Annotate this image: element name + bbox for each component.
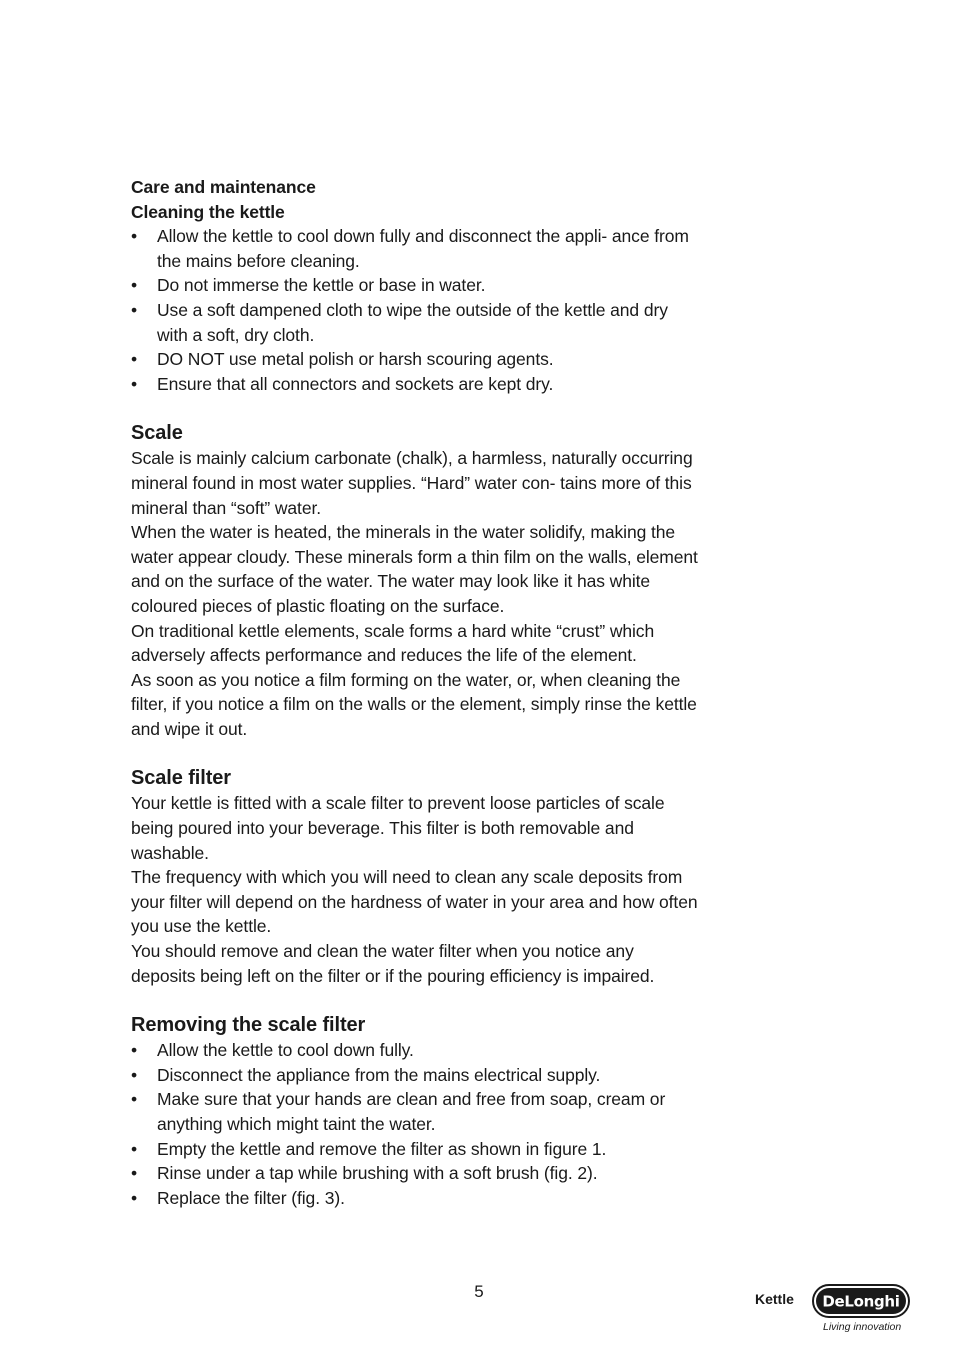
paragraph: You should remove and clean the water filter when you notice any deposits being left on the filter or if the pouring efficiency is impaired. xyxy=(131,941,655,986)
list-item: • Allow the kettle to cool down fully and disconnect the appli- ance from the mains before cleaning. xyxy=(131,224,701,273)
heading-scale: Scale xyxy=(131,422,183,445)
list-item: • DO NOT use metal polish or harsh scouring agents. xyxy=(131,347,701,372)
paragraph: On traditional kettle elements, scale forms a hard white “crust” which adversely affects performance and reduces the life of the element. xyxy=(131,620,655,666)
list-item: • Rinse under a tap while brushing with a soft brush (fig. 2). xyxy=(131,1161,701,1186)
delonghi-logo xyxy=(812,1284,910,1318)
heading-scale-filter: Scale filter xyxy=(131,767,231,790)
paragraph: Your kettle is fitted with a scale filter to prevent loose particles of scale being poured into your beverage. This filter is both removable and washable. xyxy=(131,793,665,863)
list-item: • Make sure that your hands are clean and free from soap, cream or anything which might taint the water. xyxy=(131,1087,701,1136)
paragraph: When the water is heated, the minerals in the water solidify, making the water appear cloudy. These minerals form a thin film on the walls, element and on the surface of the water. The water may look like it has white coloured pieces of plastic floating on the surface. xyxy=(131,522,698,616)
paragraph: Scale is mainly calcium carbonate (chalk), a harmless, naturally occurring mineral found in most water supplies. “Hard” water con- tains more of this mineral than “soft” water. xyxy=(131,448,693,518)
list-item: • Allow the kettle to cool down fully. xyxy=(131,1038,701,1063)
tagline: Living innovation xyxy=(823,1321,902,1333)
heading-cleaning-the-kettle: Cleaning the kettle xyxy=(131,201,285,222)
heading-removing-scale-filter: Removing the scale filter xyxy=(131,1014,366,1037)
list-item: • Empty the kettle and remove the filter as shown in figure 1. xyxy=(131,1137,701,1162)
list-item: • Do not immerse the kettle or base in water. xyxy=(131,273,701,298)
paragraph: As soon as you notice a film forming on the water, or, when cleaning the filter, if you notice a film on the walls or the element, simply rinse the kettle and wipe it out. xyxy=(131,669,697,739)
list-item: • Replace the filter (fig. 3). xyxy=(131,1186,701,1211)
list-item: • Disconnect the appliance from the mains electrical supply. xyxy=(131,1063,701,1088)
footer-product-label: Kettle xyxy=(755,1291,794,1307)
page-content xyxy=(131,175,701,1210)
logo-text: DeLonghi xyxy=(822,1292,900,1311)
heading-care-and-maintenance: Care and maintenance xyxy=(131,177,316,197)
list-item: • Ensure that all connectors and sockets are kept dry. xyxy=(131,372,701,397)
cleaning-list xyxy=(131,224,701,396)
page-number: 5 xyxy=(474,1282,484,1301)
paragraph: The frequency with which you will need to clean any scale deposits from your filter will depend on the hardness of water in your area and how often you use the kettle. xyxy=(131,867,698,937)
list-item: • Use a soft dampened cloth to wipe the outside of the kettle and dry with a soft, dry cloth. xyxy=(131,298,701,347)
removing-list xyxy=(131,1038,701,1210)
